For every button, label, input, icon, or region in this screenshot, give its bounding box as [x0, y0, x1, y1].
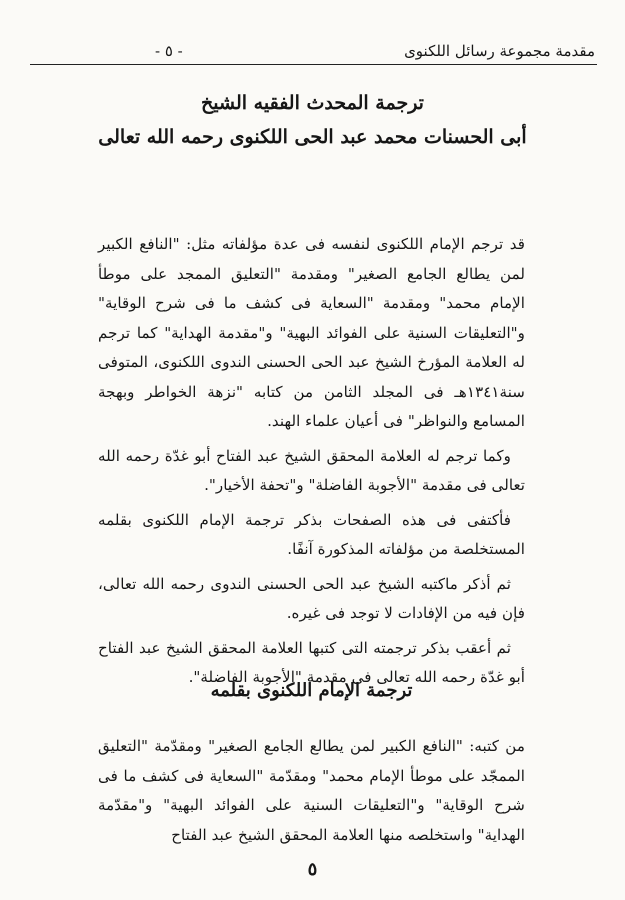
paragraph-4: ثم أذكر ماكتبه الشيخ عبد الحى الحسنى الندوى رحمه الله تعالى، فإن فيه من الإفادات لا توجد فى غيره. [98, 574, 525, 622]
intro-body [98, 230, 525, 698]
paragraph-3: فأكتفى فى هذه الصفحات بذكر ترجمة الإمام اللكنوى بقلمه المستخلصة من مؤلفاته المذكورة آنفًا. [98, 510, 525, 558]
paragraph-1: قد ترجم الإمام اللكنوى لنفسه فى عدة مؤلفاته مثل: "النافع الكبير لمن يطالع الجامع الصغير" ومقدمة "التعليق الممجد على موطأ الإمام محمد" ومقدمة "السعاية فى كشف ما فى شرح الوقاية" و"التعليقات السنية على الفوائد البهية" و"مقدمة الهداية" كما ترجم له العلامة المؤرخ الشيخ عبد الحى الحسنى الندوى اللكنوى، المتوفى سنة١٣٤١هـ فى المجلد الثامن من كتابه "نزهة الخواطر وبهجة المسامع والنواظر" فى أعيان علماء الهند. [98, 235, 525, 430]
title-line-2: أبى الحسنات محمد عبد الحى اللكنوى رحمه الله تعالى [98, 126, 527, 148]
header-page-marker: - ٥ - [155, 42, 183, 60]
title-line-1: ترجمة المحدث الفقيه الشيخ [201, 92, 424, 114]
chapter-title [30, 92, 595, 148]
running-header [35, 30, 595, 60]
header-rule [30, 64, 597, 65]
page-number: ٥ [307, 859, 318, 880]
paragraph-2: وكما ترجم له العلامة المحقق الشيخ عبد الفتاح أبو غدّة رحمه الله تعالى فى مقدمة "الأجوبة الفاضلة" و"تحفة الأخيار". [98, 446, 525, 494]
section-body [98, 732, 525, 850]
section-paragraph-1: من كتبه: "النافع الكبير لمن يطالع الجامع الصغير" ومقدّمة "التعليق الممجّد على موطأ الإمام محمد" ومقدّمة "السعاية فى كشف ما فى شرح الوقاية" و"التعليقات السنية على الفوائد البهية" و"مقدّمة الهداية" واستخلصه منها العلامة المحقق الشيخ عبد الفتاح [98, 737, 525, 844]
section-heading: ترجمة الإمام اللكنوى بقلمه [210, 680, 413, 701]
paragraph-5: ثم أعقب بذكر ترجمته التى كتبها العلامة المحقق الشيخ عبد الفتاح أبو غدّة رحمه الله تعالى فى مقدمة "الأجوبة الفاضلة". [98, 638, 525, 686]
running-title: مقدمة مجموعة رسائل اللكنوى [404, 42, 595, 60]
